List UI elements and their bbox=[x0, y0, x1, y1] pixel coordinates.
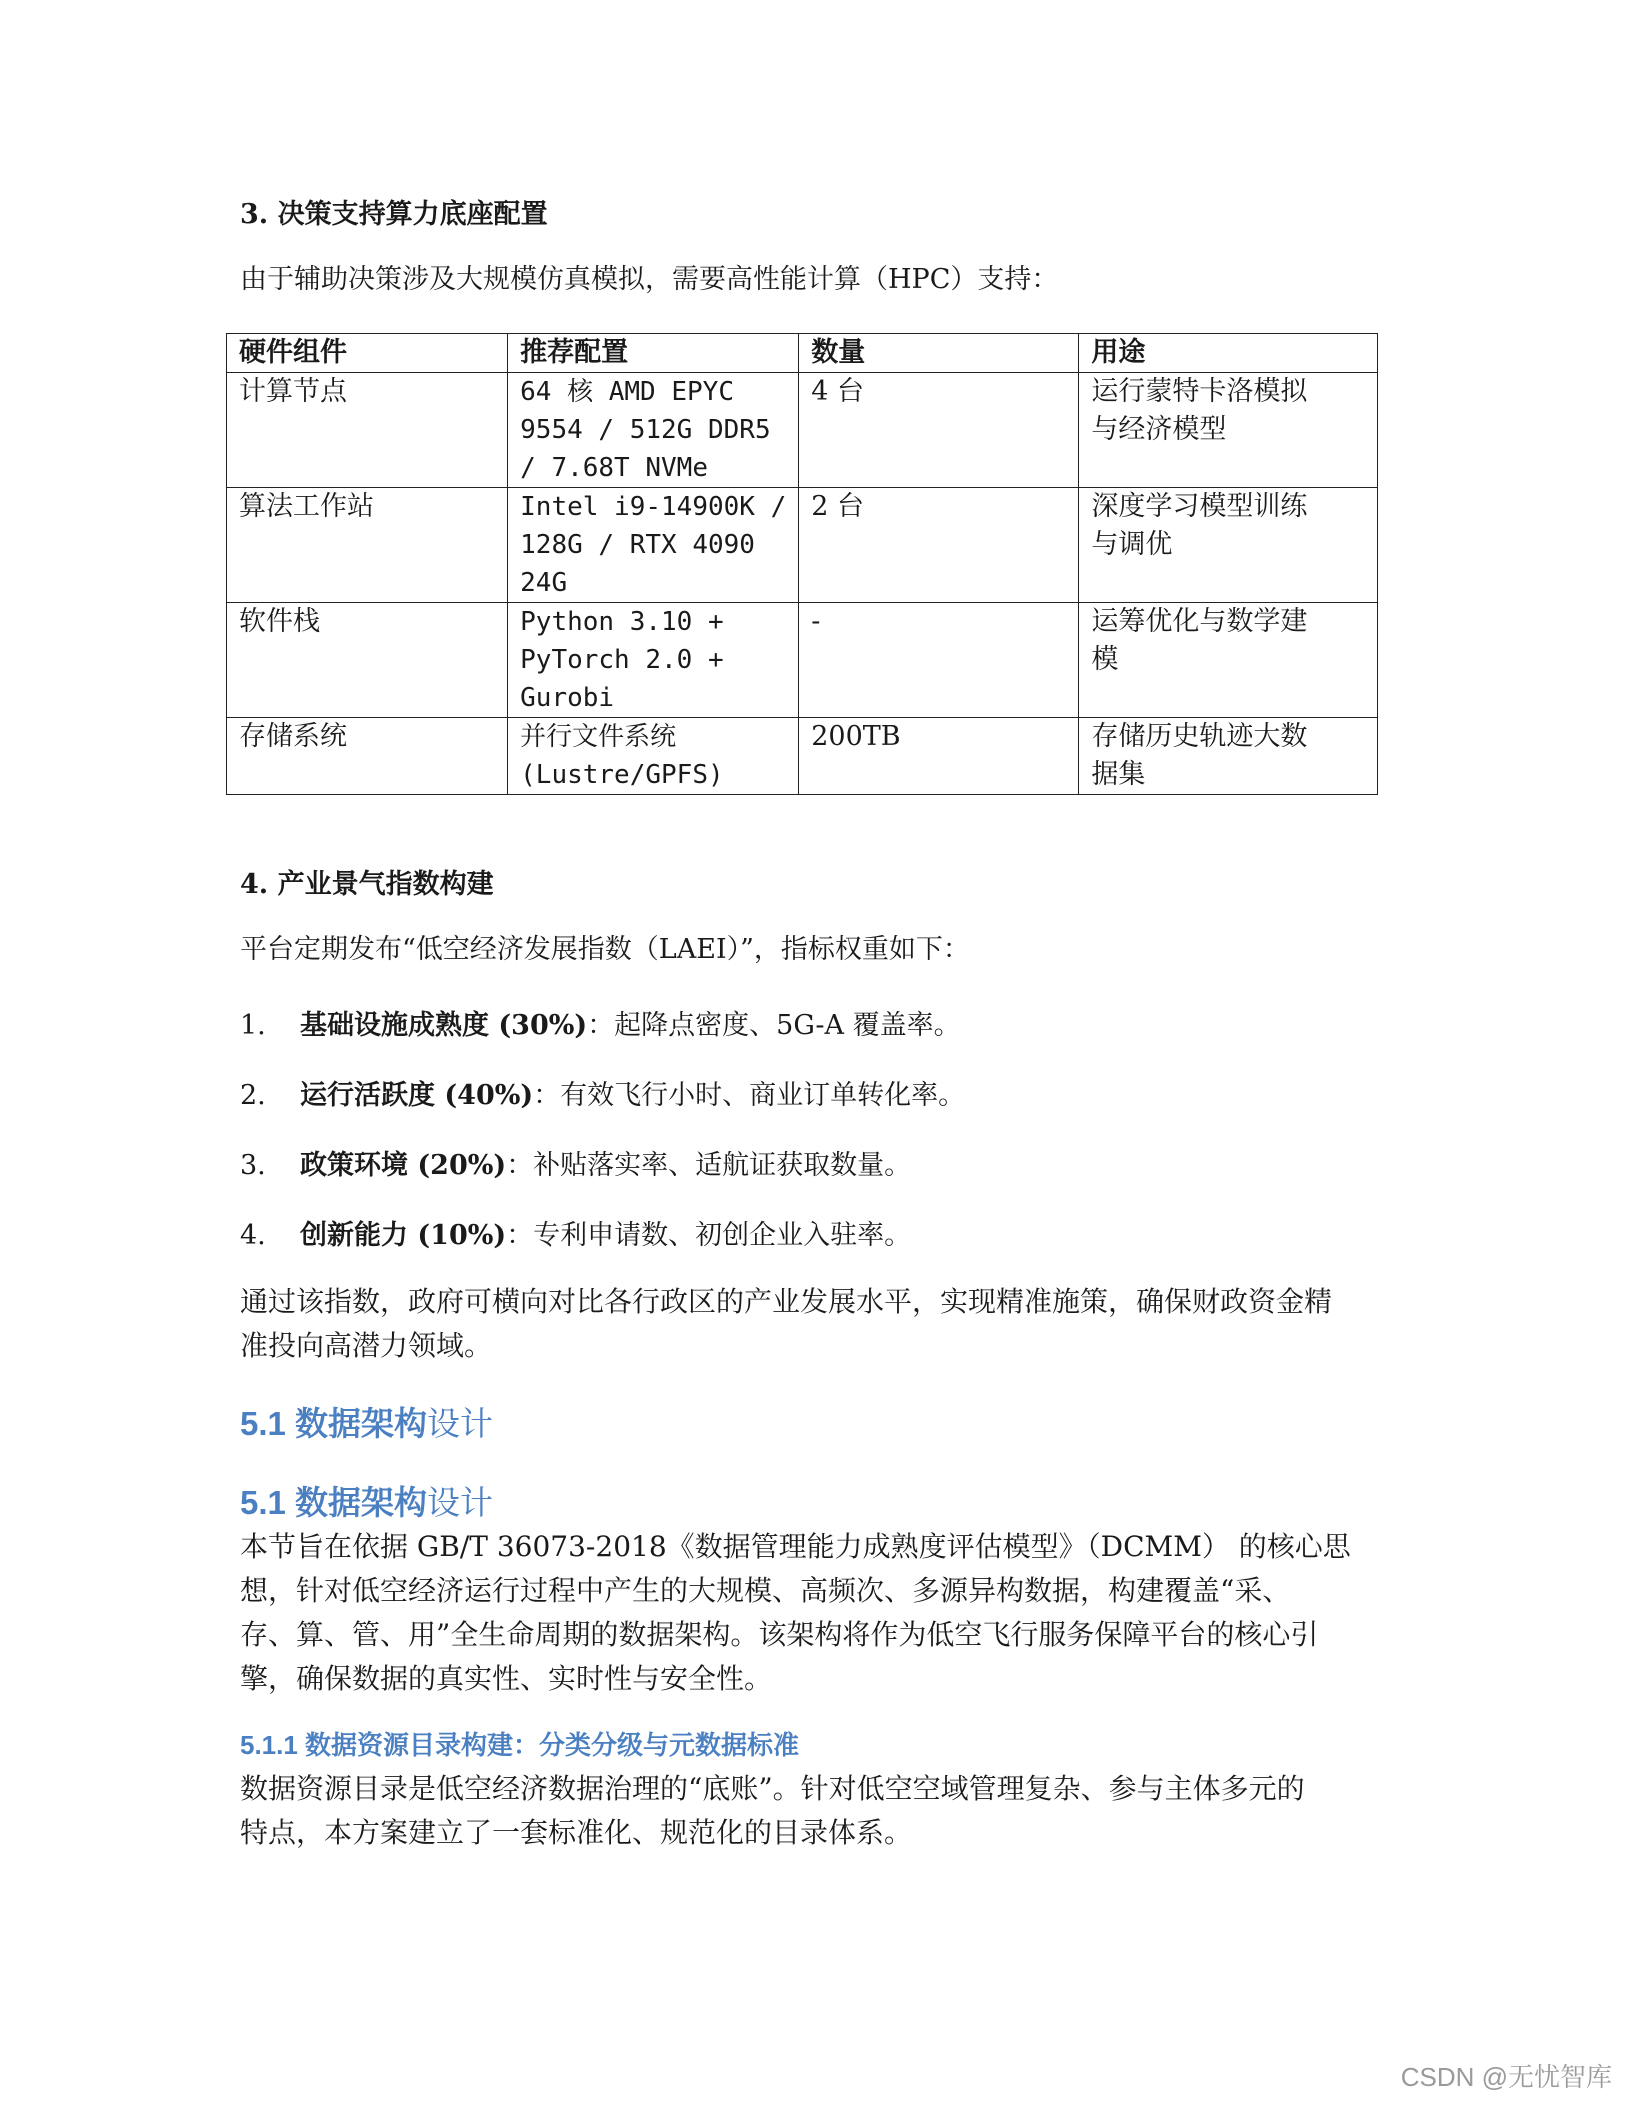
purpose-line: 与经济模型 bbox=[1091, 414, 1227, 445]
component-text: 算法工作站 bbox=[239, 491, 374, 522]
paragraph-line: 存、算、管、用”全生命周期的数据架构。该架构将作为低空飞行服务保障平台的核心引 bbox=[240, 1618, 1319, 1651]
list-item-title: 运行活跃度 (40%) bbox=[300, 1080, 534, 1111]
list-item-text: ：有效飞行小时、商业订单转化率。 bbox=[533, 1080, 966, 1111]
quantity-cell bbox=[799, 718, 1079, 795]
section-4-intro: 平台定期发布“低空经济发展指数（LAEI）”，指标权重如下： bbox=[240, 934, 970, 965]
table-row bbox=[227, 488, 1378, 603]
config-line: 128G / RTX 4090 bbox=[520, 530, 755, 560]
paragraph-line: 准投向高潜力领域。 bbox=[240, 1329, 493, 1362]
list-item-text: ：起降点密度、5G-A 覆盖率。 bbox=[587, 1010, 961, 1041]
list-number: 1. bbox=[240, 1010, 266, 1041]
purpose-cell bbox=[1079, 373, 1378, 488]
paragraph-line: 想，针对低空经济运行过程中产生的大规模、高频次、多源异构数据，构建覆盖“采、 bbox=[240, 1574, 1291, 1607]
list-item bbox=[240, 1213, 911, 1252]
component-cell bbox=[227, 603, 508, 718]
paragraph-line: 通过该指数，政府可横向对比各行政区的产业发展水平，实现精准施策，确保财政资金精 bbox=[240, 1285, 1333, 1318]
quantity-cell bbox=[799, 603, 1079, 718]
config-line: PyTorch 2.0 + bbox=[520, 645, 724, 675]
component-text: 软件栈 bbox=[239, 606, 320, 637]
config-line: 24G bbox=[520, 568, 568, 598]
component-text: 存储系统 bbox=[239, 721, 347, 752]
section-5-1-1-heading: 5.1.1 数据资源目录构建：分类分级与元数据标准 bbox=[240, 1730, 800, 1760]
list-item-text: ：补贴落实率、适航证获取数量。 bbox=[506, 1150, 912, 1181]
purpose-cell bbox=[1079, 718, 1378, 795]
quantity-cell bbox=[799, 488, 1079, 603]
quantity-cell bbox=[799, 373, 1079, 488]
list-item-title: 政策环境 (20%) bbox=[300, 1150, 507, 1181]
purpose-line: 与调优 bbox=[1091, 529, 1173, 560]
config-line: 64 核 AMD EPYC bbox=[520, 377, 734, 407]
list-item-text: ：专利申请数、初创企业入驻率。 bbox=[506, 1220, 912, 1251]
table-header-cell: 数量 bbox=[799, 334, 1079, 373]
quantity-text: 200TB bbox=[811, 721, 901, 752]
table-row bbox=[227, 373, 1378, 488]
config-line: 9554 / 512G DDR5 bbox=[520, 415, 771, 445]
config-line: 并行文件系统 bbox=[520, 722, 677, 752]
list-item bbox=[240, 1073, 965, 1112]
config-line: Gurobi bbox=[520, 683, 615, 713]
config-line: Intel i9-14900K / bbox=[520, 492, 787, 522]
section-4-conclusion bbox=[240, 1280, 1390, 1368]
config-line: Python 3.10 + bbox=[520, 607, 724, 637]
table-header-row bbox=[227, 334, 1378, 373]
section-3-heading: 3. 决策支持算力底座配置 bbox=[240, 199, 548, 230]
paragraph-line: 数据资源目录是低空经济数据治理的“底账”。针对低空空域管理复杂、参与主体多元的 bbox=[240, 1772, 1305, 1805]
heading-strong: 5.1 数据架构 bbox=[240, 1484, 428, 1521]
table-header-cell: 硬件组件 bbox=[227, 334, 508, 373]
hardware-table bbox=[226, 333, 1378, 795]
list-item bbox=[240, 1143, 911, 1182]
config-cell bbox=[508, 603, 799, 718]
table-header-cell: 用途 bbox=[1079, 334, 1378, 373]
purpose-line: 深度学习模型训练 bbox=[1091, 491, 1308, 522]
purpose-line: 模 bbox=[1091, 644, 1119, 675]
paragraph-line: 特点，本方案建立了一套标准化、规范化的目录体系。 bbox=[240, 1816, 913, 1849]
purpose-line: 据集 bbox=[1091, 759, 1146, 790]
paragraph-line: 本节旨在依据 GB/T 36073-2018《数据管理能力成熟度评估模型》（DCMM） 的核心思 bbox=[240, 1530, 1351, 1563]
list-item bbox=[240, 1003, 961, 1042]
list-item-title: 基础设施成熟度 (30%) bbox=[300, 1010, 588, 1041]
list-item-title: 创新能力 (10%) bbox=[300, 1220, 507, 1251]
quantity-text: 2 台 bbox=[811, 491, 865, 522]
section-3-intro: 由于辅助决策涉及大规模仿真模拟，需要高性能计算（HPC）支持： bbox=[240, 264, 1059, 295]
section-5-1-1-body bbox=[240, 1767, 1390, 1855]
list-number: 4. bbox=[240, 1220, 266, 1251]
watermark: CSDN @无忧智库 bbox=[1400, 2062, 1612, 2092]
config-cell bbox=[508, 373, 799, 488]
paragraph-line: 擎，确保数据的真实性、实时性与安全性。 bbox=[240, 1662, 773, 1695]
quantity-text: 4 台 bbox=[811, 376, 865, 407]
component-text: 计算节点 bbox=[239, 376, 347, 407]
list-number: 3. bbox=[240, 1150, 266, 1181]
list-number: 2. bbox=[240, 1080, 266, 1111]
table-row bbox=[227, 718, 1378, 795]
table-header-cell: 推荐配置 bbox=[508, 334, 799, 373]
config-line: (Lustre/GPFS) bbox=[520, 760, 724, 790]
section-5-1-body bbox=[240, 1525, 1390, 1701]
config-line: / 7.68T NVMe bbox=[520, 453, 708, 483]
purpose-line: 运行蒙特卡洛模拟 bbox=[1091, 376, 1308, 407]
purpose-line: 存储历史轨迹大数 bbox=[1091, 721, 1308, 752]
purpose-cell bbox=[1079, 603, 1378, 718]
table-row bbox=[227, 603, 1378, 718]
config-cell bbox=[508, 718, 799, 795]
heading-strong: 5.1 数据架构 bbox=[240, 1405, 428, 1442]
section-4-heading: 4. 产业景气指数构建 bbox=[240, 869, 494, 900]
component-cell bbox=[227, 373, 508, 488]
config-cell bbox=[508, 488, 799, 603]
heading-rest: 设计 bbox=[427, 1484, 494, 1521]
section-5-1-heading bbox=[240, 1398, 493, 1445]
component-cell bbox=[227, 488, 508, 603]
purpose-cell bbox=[1079, 488, 1378, 603]
component-cell bbox=[227, 718, 508, 795]
heading-rest: 设计 bbox=[427, 1405, 494, 1442]
purpose-line: 运筹优化与数学建 bbox=[1091, 606, 1308, 637]
section-5-1-heading-repeat bbox=[240, 1477, 493, 1524]
quantity-text: - bbox=[811, 606, 821, 637]
